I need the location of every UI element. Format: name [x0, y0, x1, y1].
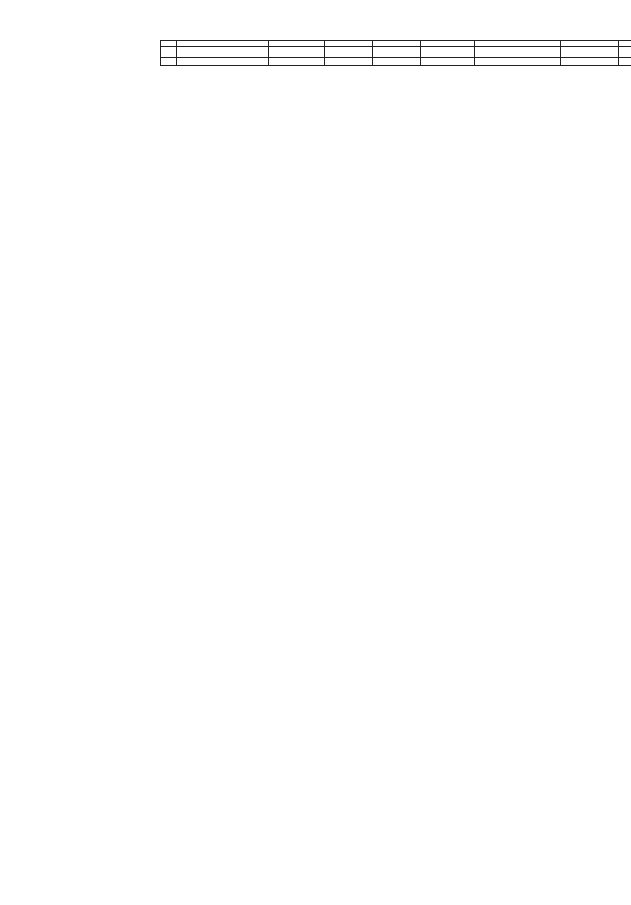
col-number: [619, 47, 631, 58]
column-numbers-row: [161, 47, 631, 58]
first-label-row: [161, 58, 631, 66]
program-objects-table: [160, 40, 631, 510]
col-number: [177, 47, 269, 58]
col-number: [421, 47, 475, 58]
col-number: [561, 47, 619, 58]
col-number: [373, 47, 421, 58]
header-row-1: [161, 41, 631, 44]
first-num-cell: [161, 58, 177, 66]
rotated-table-container: [160, 40, 631, 510]
col-number: [161, 47, 177, 58]
col-number: [325, 47, 373, 58]
col-number: [475, 47, 561, 58]
col-number: [269, 47, 325, 58]
